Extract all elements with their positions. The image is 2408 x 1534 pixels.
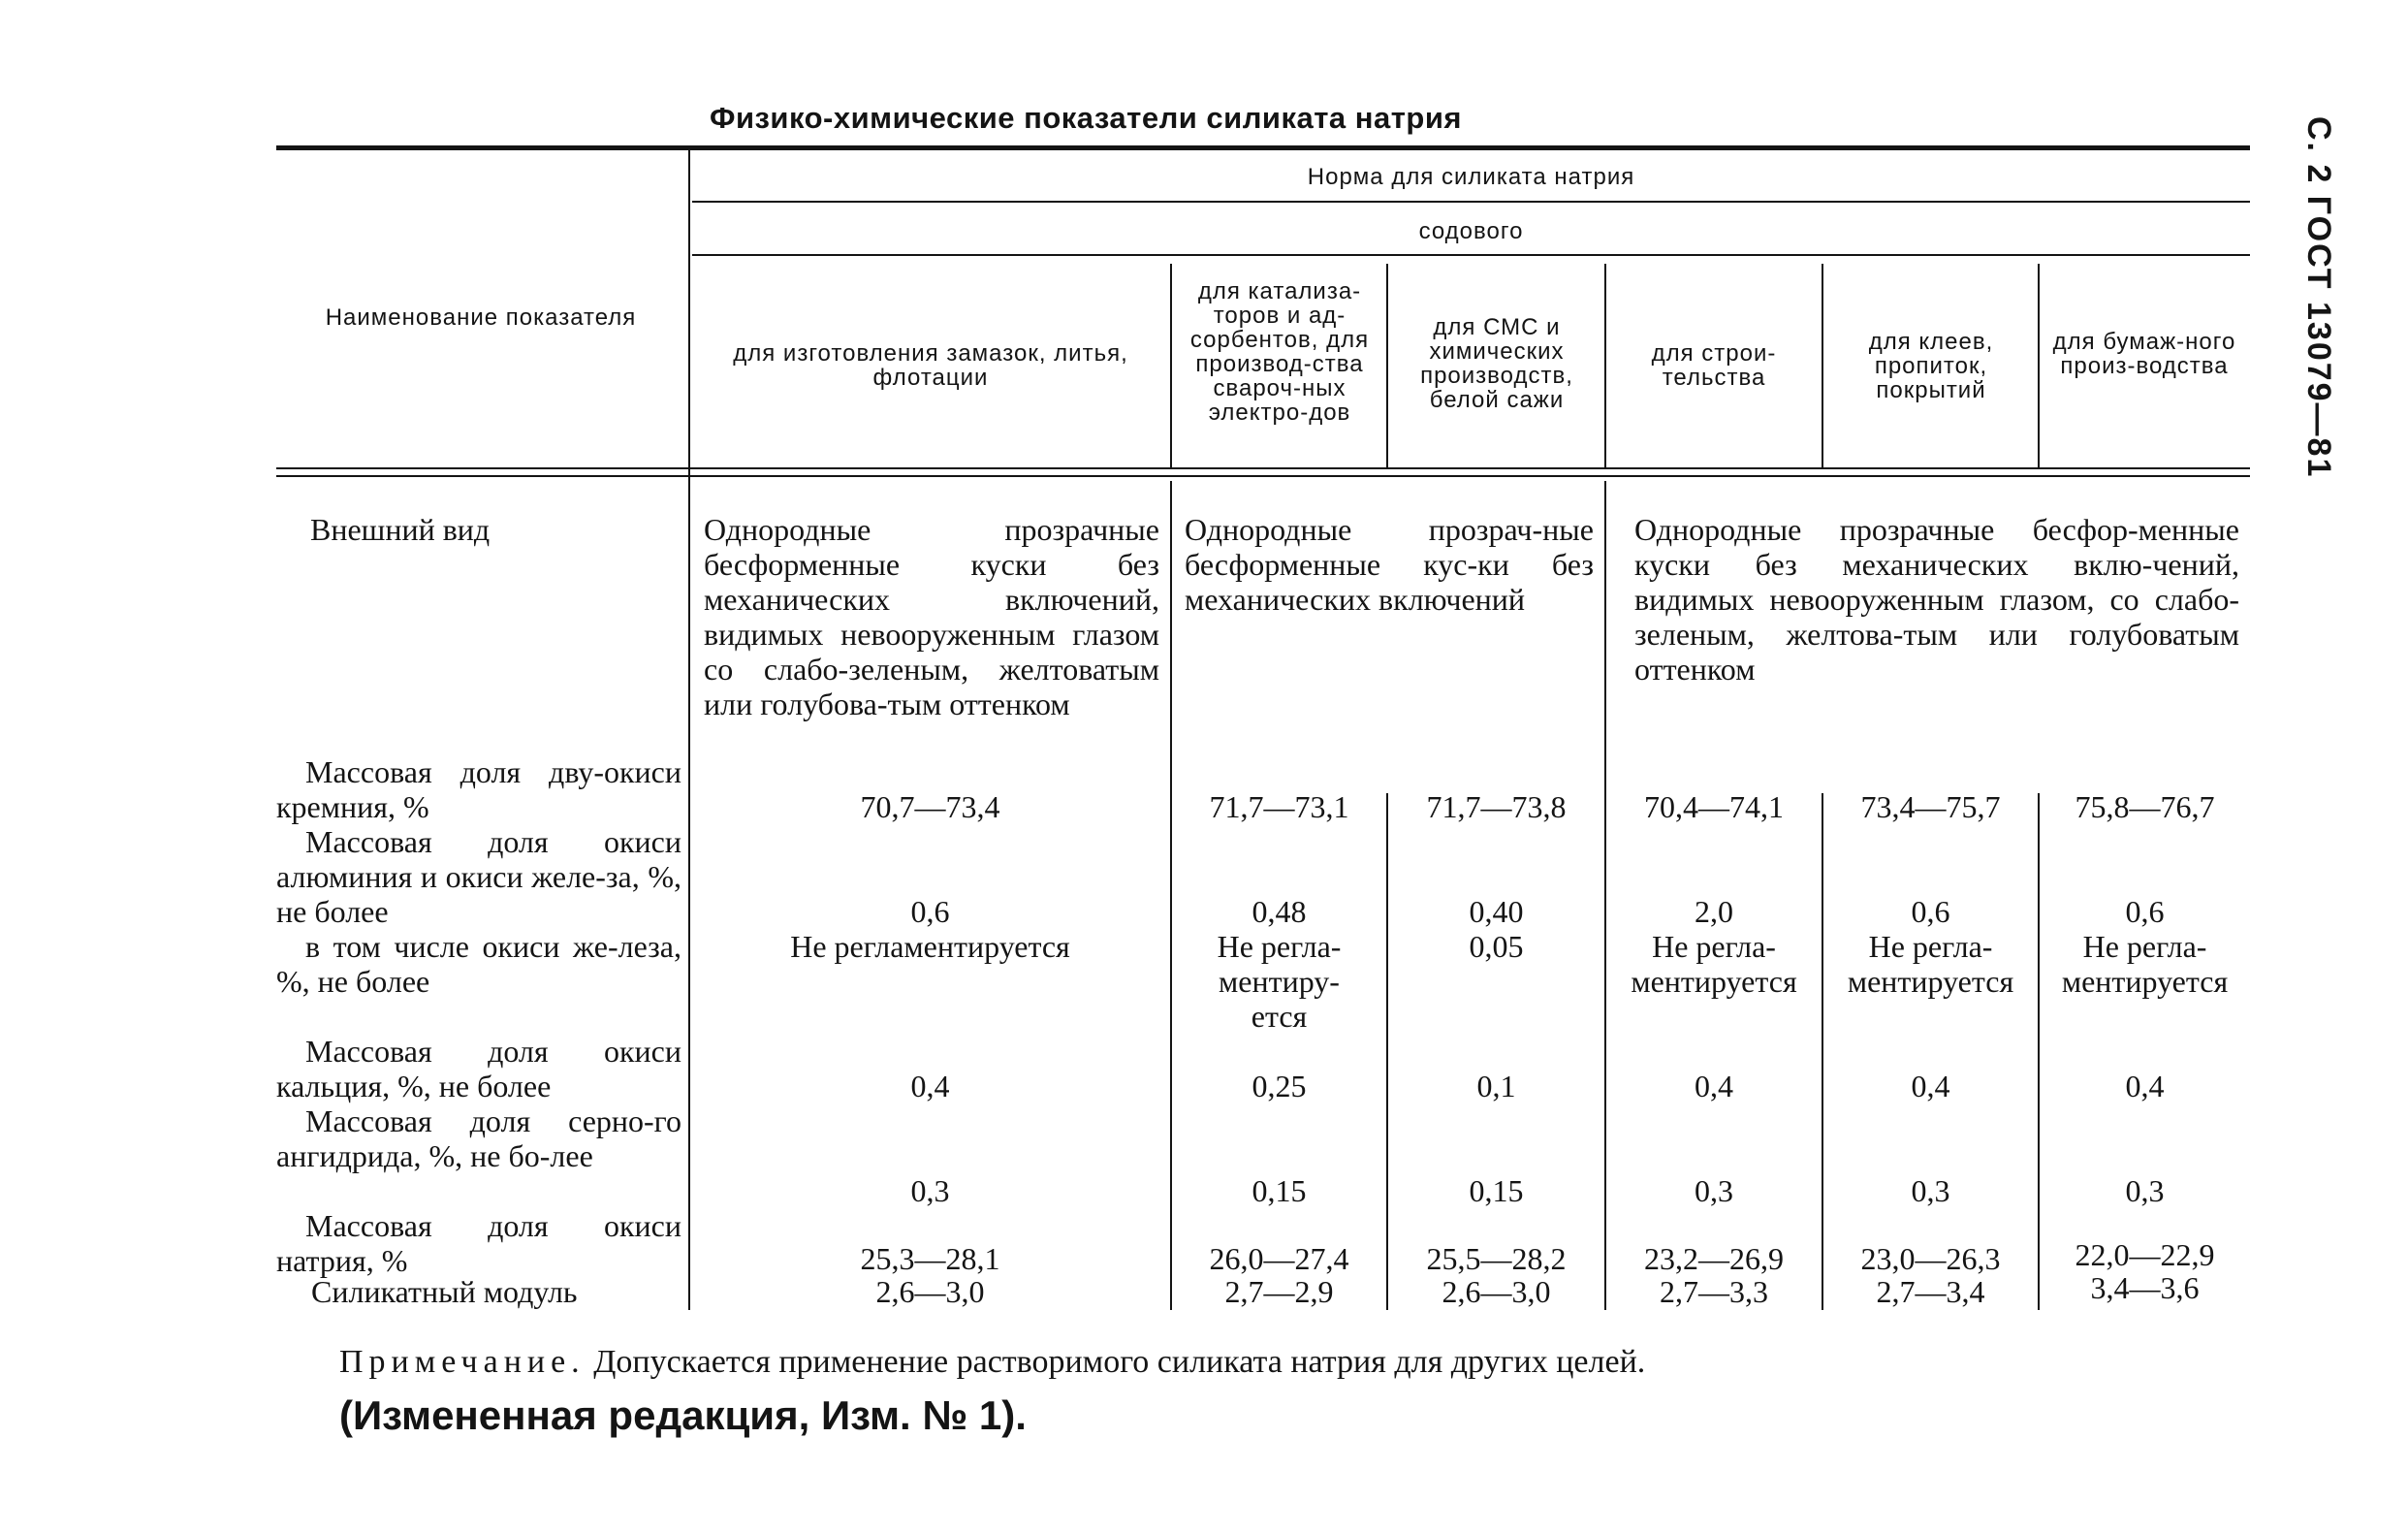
header-soda: содового xyxy=(1418,218,1524,244)
vrule-indicator xyxy=(688,150,690,1310)
row-label-modulus: Силикатный модуль xyxy=(311,1274,578,1309)
alumina-col3: 0,40 xyxy=(1469,894,1524,929)
header-col-3: для СМС и химических производств, белой сажи xyxy=(1420,314,1573,413)
appearance-label: Внешний вид xyxy=(310,512,491,547)
alumina-col6: 0,6 xyxy=(2125,894,2165,929)
silica-col5: 73,4—75,7 xyxy=(1860,789,2001,824)
sodium-col3: 25,5—28,2 xyxy=(1426,1241,1567,1276)
row-label-iron: в том числе окиси же-леза, %, не более xyxy=(276,929,681,999)
row-label-calcium: Массовая доля окиси кальция, %, не более xyxy=(276,1034,681,1103)
silica-col6: 75,8—76,7 xyxy=(2075,789,2215,824)
modulus-col4: 2,7—3,3 xyxy=(1660,1274,1768,1309)
calcium-col4: 0,4 xyxy=(1695,1069,1733,1103)
alumina-col5: 0,6 xyxy=(1911,894,1950,929)
header-col-5: для клеев, пропиток, покрытий xyxy=(1868,329,1994,403)
sulfur-col2: 0,15 xyxy=(1252,1173,1307,1208)
row-label-silica: Массовая доля дву-окиси кремния, % xyxy=(276,754,681,824)
alumina-col2: 0,48 xyxy=(1252,894,1307,929)
calcium-col6: 0,4 xyxy=(2125,1069,2165,1103)
rule-norm xyxy=(692,201,2250,203)
silica-col1: 70,7—73,4 xyxy=(860,789,1000,824)
top-rule xyxy=(276,145,2250,150)
iron-col3: 0,05 xyxy=(1469,929,1524,964)
vrule-col2-head xyxy=(1386,264,1388,467)
sulfur-col4: 0,3 xyxy=(1695,1173,1733,1208)
table-title: Физико-химические показатели силиката натрия xyxy=(709,101,1463,135)
header-rule-2 xyxy=(276,475,2250,477)
sodium-col6: 22,0—22,9 xyxy=(2075,1237,2215,1272)
rule-soda xyxy=(692,254,2250,256)
header-col-2: для катализа-торов и ад-сорбентов, для производ-ства свароч-ных электро-дов xyxy=(1189,278,1370,426)
sodium-col4: 23,2—26,9 xyxy=(1644,1241,1784,1276)
sodium-col1: 25,3—28,1 xyxy=(860,1241,1000,1276)
appearance-col1: Однородные прозрачные бесформенные куски без механических включений, видимых невооруженным глазом со слабо-зеленым, желтоватым или голубова-тым оттенком xyxy=(704,512,1159,721)
iron-col1: Не регламентируется xyxy=(790,929,1070,964)
modulus-col3: 2,6—3,0 xyxy=(1442,1274,1551,1309)
iron-col2: Не регла-ментиру-ется xyxy=(1217,929,1342,1034)
modulus-col1: 2,6—3,0 xyxy=(875,1274,985,1309)
vrule-col1-head xyxy=(1170,264,1172,467)
appearance-col23: Однородные прозрач-ные бесформенные кус-ки без механических включений xyxy=(1185,512,1594,617)
sulfur-col6: 0,3 xyxy=(2125,1173,2165,1208)
alumina-col4: 2,0 xyxy=(1695,894,1733,929)
iron-col5: Не регла-ментируется xyxy=(1847,929,2014,999)
silica-col4: 70,4—74,1 xyxy=(1644,789,1784,824)
calcium-col3: 0,1 xyxy=(1476,1069,1516,1103)
row-label-alumina: Массовая доля окиси алюминия и окиси желе-за, %, не более xyxy=(276,824,681,929)
iron-col4: Не регла-ментируется xyxy=(1631,929,1797,999)
amendment: (Измененная редакция, Изм. № 1). xyxy=(339,1392,1027,1438)
sulfur-col3: 0,15 xyxy=(1469,1173,1524,1208)
sodium-col5: 23,0—26,3 xyxy=(1860,1241,2001,1276)
calcium-col5: 0,4 xyxy=(1911,1069,1950,1103)
modulus-col5: 2,7—3,4 xyxy=(1876,1274,1985,1309)
header-col-4: для строи-тельства xyxy=(1651,340,1777,391)
note xyxy=(339,1344,1645,1381)
silica-col3: 71,7—73,8 xyxy=(1426,789,1567,824)
vrule-col5-head xyxy=(2038,264,2040,467)
header-col-6: для бумаж-ного произ-водства xyxy=(2052,329,2236,379)
row-label-sodium: Массовая доля окиси натрия, % xyxy=(276,1208,681,1278)
calcium-col2: 0,25 xyxy=(1252,1069,1307,1103)
vrule-col3-head xyxy=(1604,264,1606,467)
row-label-sulfur: Массовая доля серно-го ангидрида, %, не бо-лее xyxy=(276,1103,681,1173)
modulus-col2: 2,7—2,9 xyxy=(1224,1274,1334,1309)
silica-col2: 71,7—73,1 xyxy=(1209,789,1349,824)
vrule-col4-head xyxy=(1822,264,1823,467)
sulfur-col5: 0,3 xyxy=(1911,1173,1950,1208)
standard-code: С. 2 ГОСТ 13079—81 xyxy=(2300,116,2337,479)
modulus-col6: 3,4—3,6 xyxy=(2090,1270,2200,1305)
header-col-1: для изготовления замазок, литья, флотации xyxy=(733,340,1128,391)
vrule-col5-body xyxy=(2038,793,2040,1310)
sodium-col2: 26,0—27,4 xyxy=(1209,1241,1349,1276)
vrule-col2-body xyxy=(1386,793,1388,1310)
appearance-col456: Однородные прозрачные бесфор-менные куски без механических вклю-чений, видимых невооруженным глазом, со слабо-зеленым, желтова-тым или голубоватым оттенком xyxy=(1634,512,2239,687)
sulfur-col1: 0,3 xyxy=(910,1173,950,1208)
header-indicator: Наименование показателя xyxy=(325,304,637,331)
note-prefix: Примечание. xyxy=(339,1344,586,1380)
iron-col6: Не регла-ментируется xyxy=(2061,929,2229,999)
vrule-col4-body xyxy=(1822,793,1823,1310)
calcium-col1: 0,4 xyxy=(910,1069,950,1103)
header-norm: Норма для силиката натрия xyxy=(1307,164,1635,190)
note-text: Допускается применение растворимого силиката натрия для других целей. xyxy=(593,1344,1646,1380)
alumina-col1: 0,6 xyxy=(910,894,950,929)
header-rule-1 xyxy=(276,467,2250,469)
